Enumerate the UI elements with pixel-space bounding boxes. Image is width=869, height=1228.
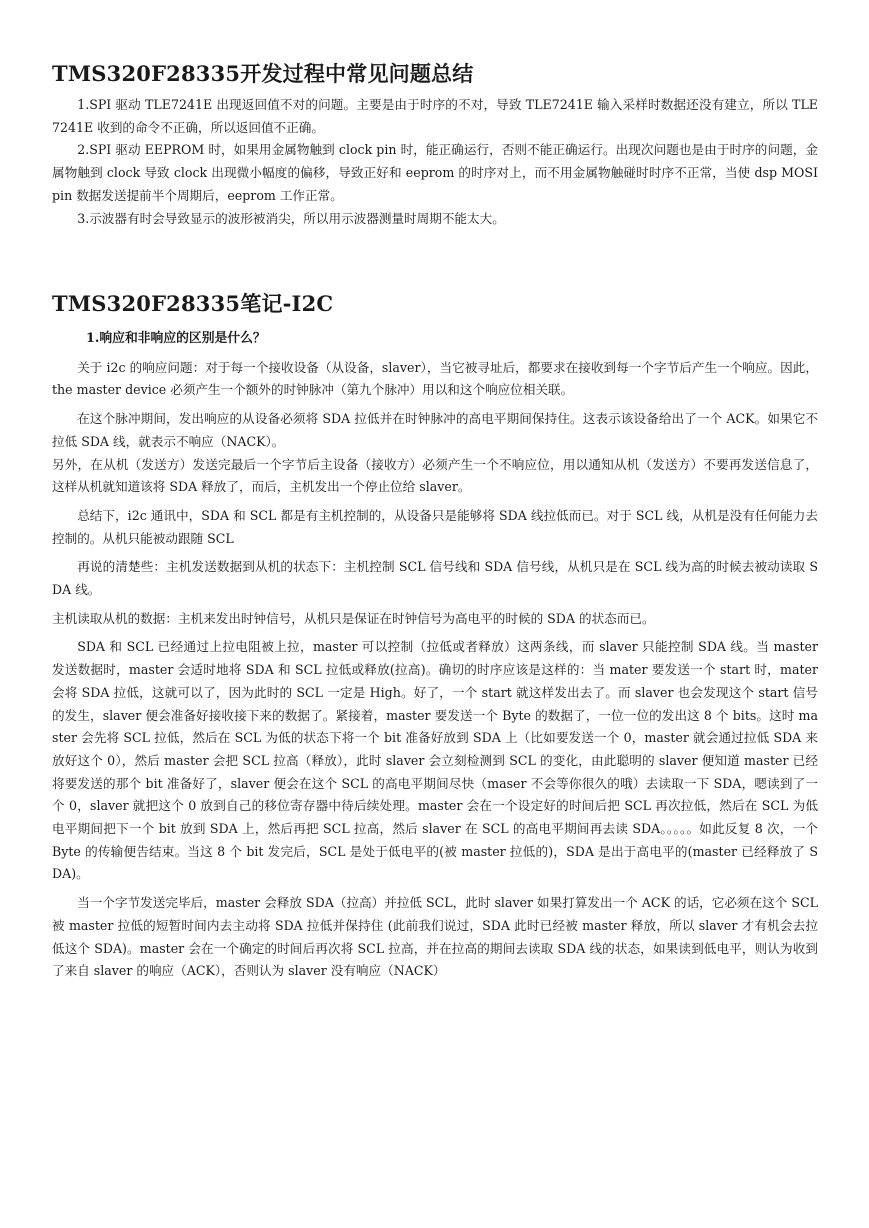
paragraph: 在这个脉冲期间，发出响应的从设备必须将 SDA 拉低并在时钟脉冲的高电平期间保持住。这表示该设备给出了一个 ACK。如果它不拉低 SDA 线，就表示不响应（NACK）。 xyxy=(52,411,818,449)
document-page xyxy=(52,58,818,979)
paragraph: SDA 和 SCL 已经通过上拉电阻被上拉，master 可以控制（拉低或者释放）这两条线，而 slaver 只能控制 SDA 线。当 master 发送数据时，master 会适时地将 SDA 和 SCL 拉低或释放(拉高)。确切的时序应该是这样的：当 mater 要发送一个 start 时，mater 会将 SDA 拉低，这就可以了，因为此时的 SCL 一定是 High。好了，一个 start 就这样发出去了。而 slaver 也会发现这个 start 信号的发生，slaver 便会准备好接收接下来的数据了。紧接着，master 要发送一个 Byte 的数据了，一位一位的发出这 8 个 bits。这时 master 会先将 SCL 拉低，然后在 SCL 为低的状态下将一个 bit 准备好放到 SDA 上（比如要发送一个 0，master 就会通过拉低 SDA 来放好这个 0），然后 master 会把 SCL 拉高（释放），此时 slaver 会立刻检测到 SCL 的变化，由此聪明的 slaver 便知道 master 已经将要发送的那个 bit 准备好了，slaver 便会在这个 SCL 的高电平期间尽快（maser 不会等你很久的哦）去读取一下 SDA，嗯读到了一个 0，slaver 就把这个 0 放到自己的移位寄存器中待后续处理。master 会在一个设定好的时间后把 SCL 再次拉低，然后在 SCL 为低电平期间把下一个 bit 放到 SDA 上，然后再把 SCL 拉高，然后 slaver 在 SCL 的高电平期间再去读 SDA。。。。。如此反复 8 次，一个 Byte 的传输便告结束。当这 8 个 bit 发完后，SCL 是处于低电平的(被 master 拉低的)，SDA 是出于高电平的(master 已经释放了 SDA)。 xyxy=(52,639,818,882)
paragraph: 关于 i2c 的响应问题：对于每一个接收设备（从设备，slaver），当它被寻址后，都要求在接收到每一个字节后产生一个响应。因此，the master device 必须产生一个额外的时钟脉冲（第九个脉冲）用以和这个响应位相关联。 xyxy=(52,359,818,398)
paragraph: 主机读取从机的数据：主机来发出时钟信号，从机只是保证在时钟信号为高电平的时候的 SDA 的状态而已。 xyxy=(52,610,655,626)
issue-item: 2.SPI 驱动 EEPROM 时，如果用金属物触到 clock pin 时，能正确运行，否则不能正确运行。出现次问题也是由于时序的问题，金属物触到 clock 导致 clock 出现微小幅度的偏移，导致正好和 eeprom 的时序对上，而不用金属物触碰时时序不正常，当使 dsp MOSIpin 数据发送提前半个周期后，eeprom 工作正常。 xyxy=(52,142,818,203)
section-title: TMS320F28335开发过程中常见问题总结 xyxy=(52,61,474,86)
section-common-issues xyxy=(52,58,818,230)
subheading: 1.响应和非响应的区别是什么？ xyxy=(86,331,266,346)
paragraph: 另外，在从机（发送方）发送完最后一个字节后主设备（接收方）必须产生一个不响应位，用以通知从机（发送方）不要再发送信息了，这样从机就知道该将 SDA 释放了，而后，主机发出一个停止位给 slaver。 xyxy=(52,456,818,495)
issue-item: 3.示波器有时会导致显示的波形被消尖，所以用示波器测量时周期不能太大。 xyxy=(77,210,505,226)
paragraph: 当一个字节发送完毕后，master 会释放 SDA（拉高）并拉低 SCL，此时 slaver 如果打算发出一个 ACK 的话，它必须在这个 SCL 被 master 拉低的短暂时间内去主动将 SDA 拉低并保持住 (此前我们说过，SDA 此时已经被 master 释放，所以 slaver 才有机会去拉低这个 SDA)。master 会在一个确定的时间后再次将 SCL 拉高，并在拉高的期间去读取 SDA 线的状态，如果读到低电平，则认为收到了来自 slaver 的响应（ACK），否则认为 slaver 没有响应（NACK） xyxy=(52,895,818,979)
paragraph: 总结下，i2c 通讯中，SDA 和 SCL 都是有主机控制的，从设备只是能够将 SDA 线拉低而已。对于 SCL 线，从机是没有任何能力去控制的。从机只能被动跟随 SCL xyxy=(52,507,818,546)
section-i2c-notes xyxy=(52,288,818,983)
paragraph: 再说的清楚些：主机发送数据到从机的状态下：主机控制 SCL 信号线和 SDA 信号线，从机只是在 SCL 线为高的时候去被动读取 SDA 线。 xyxy=(52,559,818,598)
issue-item: 1.SPI 驱动 TLE7241E 出现返回值不对的问题。主要是由于时序的不对，导致 TLE7241E 输入采样时数据还没有建立，所以 TLE7241E 收到的命令不正确，所以返回值不正确。 xyxy=(52,97,818,135)
section-title: TMS320F28335笔记-I2C xyxy=(52,291,334,316)
